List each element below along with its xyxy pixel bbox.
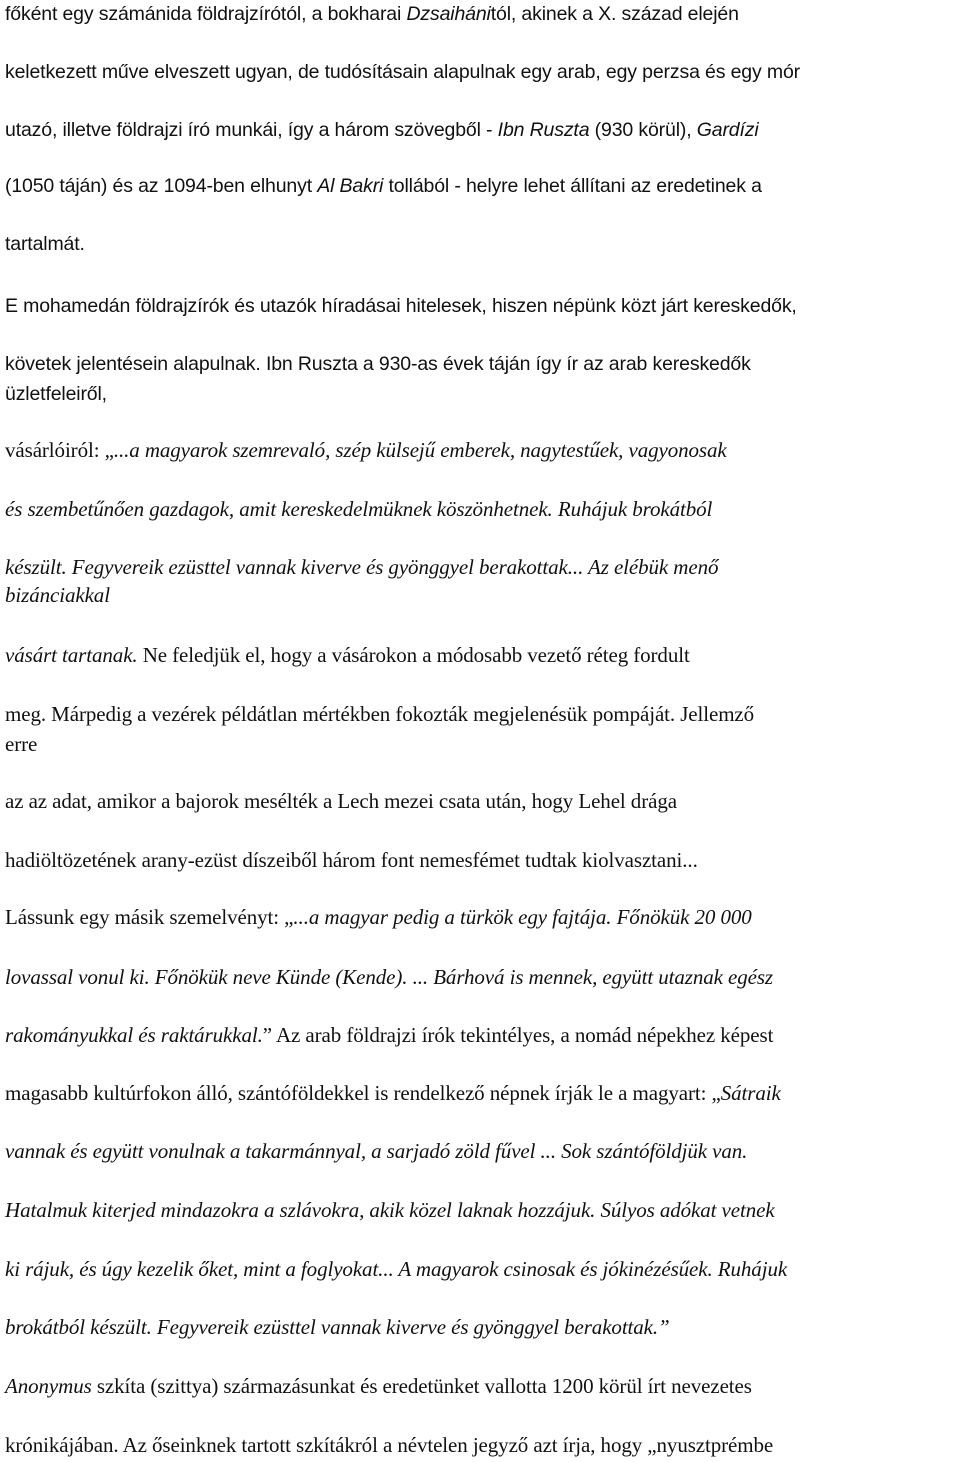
text-line xyxy=(5,1433,773,1457)
text-line xyxy=(5,702,754,726)
text-segment: erre xyxy=(5,732,38,756)
text-line xyxy=(5,643,690,667)
text-segment: keletkezett műve elveszett ugyan, de tudósításain alapulnak egy arab, egy perzsa és egy mór xyxy=(5,61,800,83)
text-segment: (1050 táján) és az 1094-ben elhunyt xyxy=(5,175,318,197)
italic-text-segment: és szembetűnően gazdagok, amit kereskedelmüknek köszönhetnek. Ruhájuk brokátból xyxy=(5,497,713,521)
text-segment: követek jelentésein alapulnak. Ibn Ruszta a 930-as évek táján így ír az arab kereskedők xyxy=(5,353,751,375)
text-line xyxy=(5,1198,775,1222)
text-line xyxy=(5,555,718,579)
text-segment: tartalmát. xyxy=(5,233,85,255)
text-line xyxy=(5,1374,752,1398)
text-segment: utazó, illetve földrajzi író munkái, így a három szövegből - xyxy=(5,119,498,141)
italic-text-segment: vásárt tartanak. xyxy=(5,643,138,667)
text-line xyxy=(5,497,712,521)
italic-text-segment: ...a magyarok szemrevaló, szép külsejű emberek, nagytestűek, vagyonosak xyxy=(113,438,727,462)
text-segment: tollából - helyre lehet állítani az eredetinek a xyxy=(383,175,762,197)
text-line xyxy=(5,848,698,872)
text-segment: krónikájában. Az őseinknek tartott szkítákról a névtelen jegyző azt írja, hogy „nyusztprémbe xyxy=(5,1433,774,1457)
text-line xyxy=(5,1139,747,1163)
text-segment: ” Az arab földrajzi írók tekintélyes, a nomád népekhez képest xyxy=(262,1023,774,1047)
text-segment: főként egy számánida földrajzírótól, a bokharai xyxy=(5,3,407,25)
italic-text-segment: Hatalmuk kiterjed mindazokra a szlávokra, akik közel laknak hozzájuk. Súlyos adókat vetnek xyxy=(5,1198,775,1222)
italic-text-segment: készült. Fegyvereik ezüsttel vannak kiverve és gyönggyel berakottak... Az elébük menő xyxy=(5,555,719,579)
text-line xyxy=(5,2,739,26)
italic-text-segment: brokátból készült. Fegyvereik ezüsttel vannak kiverve és gyönggyel berakottak.” xyxy=(5,1315,670,1339)
italic-text-segment: bizánciakkal xyxy=(5,583,110,607)
text-line xyxy=(5,1315,670,1339)
text-line xyxy=(5,905,752,929)
text-line xyxy=(5,438,727,462)
italic-text-segment: Al Bakri xyxy=(317,175,384,197)
text-segment: tól, akinek a X. század elején xyxy=(490,3,739,25)
italic-text-segment: Anonymus xyxy=(5,1374,92,1398)
text-line xyxy=(5,965,773,989)
italic-text-segment: ...a magyar pedig a türkök egy fajtája. Főnökük 20 000 xyxy=(293,905,752,929)
text-segment: vásárlóiról: „ xyxy=(5,438,114,462)
italic-text-segment: vannak és együtt vonulnak a takarmánnyal, a sarjadó zöld fűvel ... Sok szántóföldjük van. xyxy=(5,1139,748,1163)
italic-text-segment: ki rájuk, és úgy kezelik őket, mint a foglyokat... A magyarok csinosak és jókinézésűek. Ruhájuk xyxy=(5,1257,788,1281)
text-line xyxy=(5,352,751,376)
italic-text-segment: Dzsaiháni xyxy=(406,3,491,25)
text-segment: (930 körül), xyxy=(589,119,697,141)
text-line xyxy=(5,789,677,813)
text-line xyxy=(5,294,797,318)
text-line xyxy=(5,732,37,756)
text-segment: Ne feledjük el, hogy a vásárokon a módosabb vezető réteg fordult xyxy=(137,643,690,667)
text-line xyxy=(5,1257,787,1281)
text-segment: üzletfeleiről, xyxy=(5,383,107,405)
italic-text-segment: Gardízi xyxy=(696,119,759,141)
text-segment: szkíta (szittya) származásunkat és eredetünket vallotta 1200 körül írt nevezetes xyxy=(91,1374,752,1398)
italic-text-segment: Ibn Ruszta xyxy=(497,119,590,141)
text-segment: az az adat, amikor a bajorok mesélték a Lech mezei csata után, hogy Lehel drága xyxy=(5,789,677,813)
text-line xyxy=(5,174,762,198)
text-segment: E mohamedán földrajzírók és utazók híradásai hitelesek, hiszen népünk közt járt kereskedők, xyxy=(5,295,797,317)
text-segment: Lássunk egy másik szemelvényt: „ xyxy=(5,905,294,929)
text-line xyxy=(5,583,110,607)
text-line xyxy=(5,1081,781,1105)
italic-text-segment: rakományukkal és raktárukkal. xyxy=(5,1023,263,1047)
text-line xyxy=(5,118,759,142)
text-line xyxy=(5,60,800,84)
text-segment: magasabb kultúrfokon álló, szántóföldekkel is rendelkező népnek írják le a magyart: „ xyxy=(5,1081,721,1105)
text-line xyxy=(5,382,107,406)
italic-text-segment: Sátraik xyxy=(720,1081,781,1105)
text-segment: meg. Márpedig a vezérek példátlan mértékben fokozták megjelenésük pompáját. Jellemző xyxy=(5,702,755,726)
italic-text-segment: lovassal vonul ki. Főnökük neve Künde (Kende). ... Bárhová is mennek, együtt utaznak egész xyxy=(5,965,773,989)
text-line xyxy=(5,232,85,256)
text-line xyxy=(5,1023,773,1047)
text-segment: hadiöltözetének arany-ezüst díszeiből három font nemesfémet tudtak kiolvasztani... xyxy=(5,848,698,872)
